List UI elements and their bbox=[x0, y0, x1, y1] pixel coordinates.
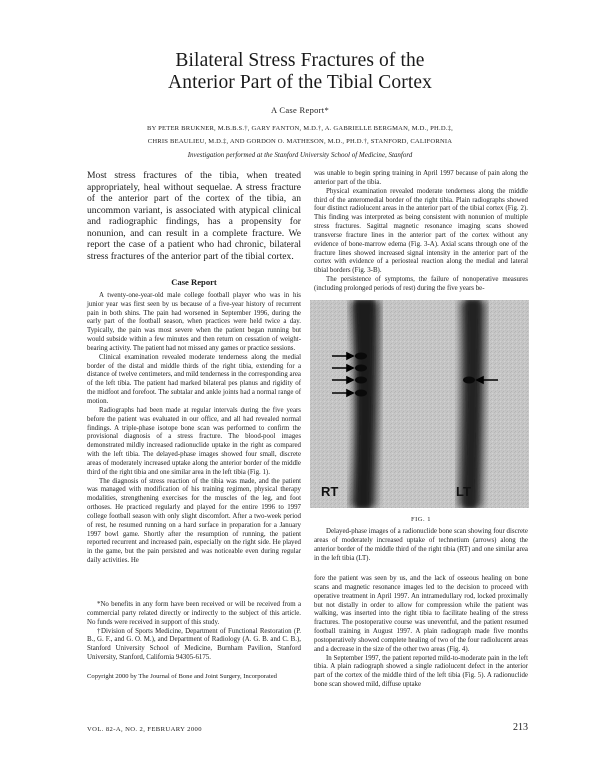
bone-scan-image bbox=[310, 300, 529, 508]
paragraph: A twenty-one-year-old male college football player who was in his junior year was first seen by us because of a five-year history of recurrent pain in both shins. The pain had worsened in September 1996, during the early part of the football season, when practices were held twice a day. Typically, the pain was most severe when the patient began running but would subside within a few minutes and then return on cessation of weight-bearing activity. The patient had not missed any games or practice sessions. bbox=[87, 291, 301, 352]
author-list bbox=[0, 122, 600, 148]
title-line-1: Bilateral Stress Fractures of the bbox=[175, 50, 425, 71]
paragraph: Physical examination revealed moderate tenderness along the middle third of the anteromedial border of the right tibia. Plain radiographs showed four distinct radiolucent areas in the anterior part of the tibial cortex (Fig. 2). This finding was interpreted as being consistent with nonunion of multiple stress fractures. Sagittal magnetic resonance imaging scans showed transverse fracture lines in the anterior part of the cortex without any evidence of bone-marrow edema (Fig. 3-A). Axial scans through one of the fracture lines showed increased signal intensity in the anterior part of the cortex with evidence of a periosteal reaction along the medial and lateral tibial borders (Fig. 3-B). bbox=[314, 187, 528, 275]
paragraph: Radiographs had been made at regular intervals during the five years before the patient was evaluated in our office, and all had revealed normal findings. A triple-phase isotope bone scan was performed to confirm the provisional diagnosis of a stress fracture. The blood-pool images demonstrated mildly increased radionuclide uptake in the right as compared with the left tibia. The delayed-phase images showed four small, discrete areas of moderately increased uptake along the anterior border of the middle third of the right tibia and one similar area in the left tibia (Fig. 1). bbox=[87, 406, 301, 476]
paragraph: fore the patient was seen by us, and the lack of osseous healing on bone scans and magnetic resonance images led to the decision to proceed with operative treatment in April 1997. An intramedullary rod, locked proximally but not distally in order to allow for compression while the patient was walking, was inserted into the right tibia to facilitate healing of the stress fractures. The postoperative course was uneventful, and the patient resumed football training in August 1997. A plain radiograph made five months postoperatively showed complete healing of two of the four radiolucent areas and a decrease in the size of the other two areas (Fig. 4). bbox=[314, 575, 528, 653]
title-line-2: Anterior Part of the Tibial Cortex bbox=[168, 72, 432, 93]
copyright-notice: Copyright 2000 by The Journal of Bone and Joint Surgery, Incorporated bbox=[87, 673, 277, 680]
paragraph: was unable to begin spring training in April 1997 because of pain along the anterior part of the tibia. bbox=[314, 170, 528, 186]
paragraph: The persistence of symptoms, the failure of nonoperative measures (including prolonged periods of rest) during the five years be- bbox=[314, 276, 528, 292]
uptake-spot bbox=[355, 353, 367, 360]
scan-background bbox=[310, 300, 529, 508]
paragraph: The diagnosis of stress reaction of the tibia was made, and the patient was managed with modification of his training regimen, physical therapy modalities, strengthening exercises for the muscles of the leg, and foot orthoses. He practiced regularly and played for the entire 1996 to 1997 college football season with only slight discomfort. After a two-week period of rest, he resumed running on a hard surface in preparation for a January 1997 bowl game. Shortly after the resumption of running, the patient reported recurrent and increased pain, especially on the right side. He played in the game, but the pain persisted and was noticeable even during regular daily activities. He bbox=[87, 477, 301, 565]
figure-caption bbox=[314, 528, 528, 563]
right-column-top bbox=[314, 170, 528, 294]
authors-line-1: BY PETER BRUKNER, M.B.B.S.†, GARY FANTON, M.D.†, A. GABRIELLE BERGMAN, M.D., PH.D.‡, bbox=[146, 125, 454, 132]
footnotes bbox=[87, 601, 301, 663]
footnote: *No benefits in any form have been received or will be received from a commercial party related directly or indirectly to the subject of this article. No funds were received in support of this study. bbox=[87, 601, 301, 626]
section-heading: Case Report bbox=[171, 277, 217, 287]
uptake-spot bbox=[355, 377, 367, 384]
caption-text: Delayed-phase images of a radionuclide bone scan showing four discrete areas of moderately increased uptake of technetium (arrows) along the anterior border of the middle third of the right tibia (RT) and one similar area in the left tibia (LT). bbox=[314, 528, 528, 562]
authors-line-2: CHRIS BEAULIEU, M.D.‡, AND GORDON O. MATHESON, M.D., PH.D.†, STANFORD, CALIFORNIA bbox=[147, 138, 453, 145]
uptake-spot bbox=[355, 365, 367, 372]
journal-footer: VOL. 82-A, NO. 2, FEBRUARY 2000 bbox=[87, 726, 202, 733]
affiliation: Investigation performed at the Stanford University School of Medicine, Stanford bbox=[187, 151, 413, 159]
abstract: Most stress fractures of the tibia, when treated appropriately, heal without sequelae. A stress fracture of the anterior part of the cortex of the tibia, an uncommon variant, is associated with atypical clinical and radiographic findings, has a propensity for nonunion, and can result in a complete fracture. We report the case of a patient who had chronic, bilateral stress fractures of the anterior part of the tibial cortex. bbox=[87, 170, 301, 262]
article-subtitle: A Case Report* bbox=[270, 105, 330, 115]
page-number: 213 bbox=[513, 722, 528, 733]
figure-label-rt: RT bbox=[321, 484, 339, 499]
right-column-bottom bbox=[314, 575, 528, 690]
footnote: †Division of Sports Medicine, Department of Functional Restoration (P. B., G. F., and G. O. M.), and Department of Radiology (A. G. B. and C. B.), Stanford University School of Medicine, Burnham Pavilion, Stanford University, Stanford, California 94305-6175. bbox=[87, 627, 301, 662]
article-title bbox=[0, 50, 600, 94]
paragraph: Clinical examination revealed moderate tenderness along the medial border of the distal and middle thirds of the right tibia, extending for a distance of twelve centimeters, and mild tenderness in the corresponding area of the left tibia. The patient had marked bilateral pes planus and rigidity of the midfoot and forefoot. The subtalar and ankle joints had a normal range of motion. bbox=[87, 353, 301, 405]
figure-caption-label: FIG. 1 bbox=[411, 516, 431, 523]
paragraph: In September 1997, the patient reported mild-to-moderate pain in the left tibia. A plain radiograph showed a single radiolucent defect in the anterior part of the cortex of the middle third of the left tibia (Fig. 5). A radionuclide bone scan showed mild, diffuse uptake bbox=[314, 654, 528, 689]
case-report-section bbox=[87, 278, 301, 566]
figure-label-lt: LT bbox=[456, 484, 471, 499]
bone-scan-figure bbox=[310, 300, 529, 508]
uptake-spot bbox=[463, 377, 475, 384]
uptake-spot bbox=[355, 390, 367, 397]
